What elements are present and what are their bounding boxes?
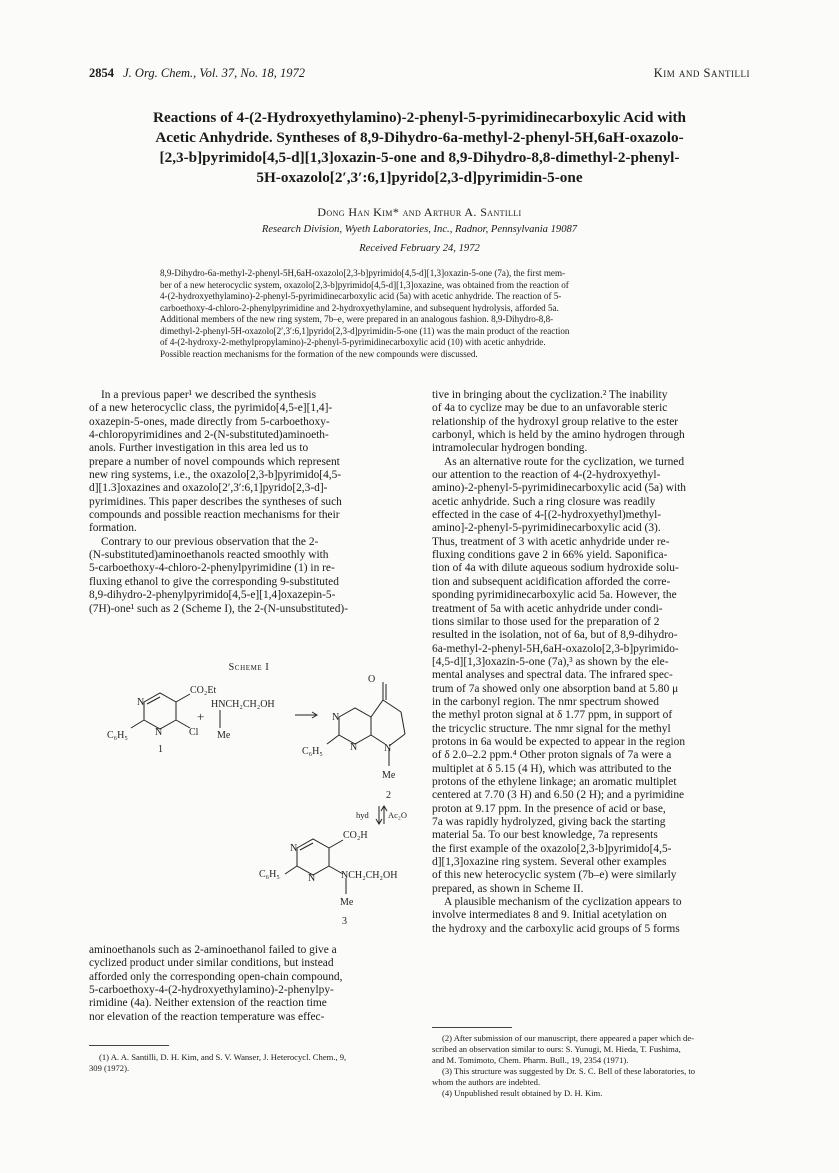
body-line: 4-chloropyrimidines and 2-(N-substituted)aminoeth-	[89, 429, 329, 442]
body-line: anols. Further investigation in this area led us to	[89, 442, 309, 455]
body-line: formation.	[89, 522, 137, 535]
body-line: 6a-methyl-2-phenyl-5H,6aH-oxazolo[2,3-b]pyrimido-	[432, 642, 679, 655]
abstract-line: 4-(2-hydroxyethylamino)-2-phenyl-5-pyrimidinecarboxylic acid (5a) with acetic anhydride. The reaction of 5-	[160, 291, 562, 301]
header-left	[89, 66, 305, 81]
body-line: the methyl proton signal at δ 1.77 ppm, in support of	[432, 709, 673, 722]
label-n: N	[350, 742, 358, 753]
body-line: 8,9-dihydro-2-phenylpyrimido[4,5-e][1,4]oxazepin-5-	[89, 589, 336, 602]
body-line: centered at 7.70 (3 H) and 6.50 (2 H); and a pyrimidine	[432, 789, 685, 802]
title-line: Acetic Anhydride. Syntheses of 8,9-Dihydro-6a-methyl-2-phenyl-5H,6aH-oxazolo-	[155, 129, 684, 146]
label-hyd: hyd	[356, 810, 369, 820]
plus-sign: +	[197, 709, 205, 724]
label-n: N	[290, 843, 298, 854]
body-line: oxazepin-5-ones, made directly from 5-carboethoxy-	[89, 415, 330, 428]
title-line: 5H-oxazolo[2′,3′:6,1]pyrido[2,3-d]pyrimidin-5-one	[256, 169, 583, 186]
body-line: relationship of the hydroxyl group relative to the ester	[432, 415, 679, 428]
page-number: 2854	[89, 66, 114, 80]
footnote-line: (3) This structure was suggested by Dr. S. C. Bell of these laboratories, to	[442, 1066, 696, 1076]
body-line: As an alternative route for the cyclization, we turned	[444, 455, 685, 468]
scheme-1	[89, 662, 409, 938]
label-n: N	[332, 712, 340, 723]
body-line: prepare a number of novel compounds which represent	[89, 455, 340, 468]
left-column-bottom	[89, 944, 409, 1024]
abstract-line: 8,9-Dihydro-6a-methyl-2-phenyl-5H,6aH-oxazolo[2,3-b]pyrimido[4,5-d][1,3]oxazin-5-one (7a), the first mem-	[160, 268, 566, 278]
left-column-top	[89, 389, 409, 616]
body-line: treatment of 5a with acetic anhydride under condi-	[432, 602, 663, 615]
body-line: aminoethanols such as 2-aminoethanol failed to give a	[89, 944, 337, 956]
body-line: In a previous paper¹ we described the synthesis	[101, 389, 317, 401]
label-c6h5: C₆H₅	[302, 746, 323, 757]
body-line: trum of 7a showed only one absorption band at 5.80 μ	[432, 682, 679, 695]
body-line: rimidine (4a). Neither extension of the reaction time	[89, 997, 327, 1010]
compound-2-structure	[327, 682, 405, 766]
body-line: 5-carboethoxy-4-(2-hydroxyethylamino)-2-phenylpy-	[89, 984, 334, 997]
body-line: resulted in the isolation, not of 6a, but of 8,9-dihydro-	[432, 629, 678, 642]
title-line: [2,3-b]pyrimido[4,5-d][1,3]oxazin-5-one and 8,9-Dihydro-8,8-dimethyl-2-phenyl-	[159, 149, 680, 166]
body-line: the hydroxy and the carboxylic acid groups of 5 forms	[432, 922, 680, 935]
body-line: fluxing conditions gave 2 in 66% yield. Saponifica-	[432, 549, 668, 562]
label-n: N	[308, 873, 316, 884]
body-line: prepared, as shown in Scheme II.	[432, 882, 584, 895]
body-line: of a new heterocyclic class, the pyrimido[4,5-e][1,4]-	[89, 402, 333, 415]
footnote-line: scribed an observation similar to ours: S. Yunugi, M. Hieda, T. Fushima,	[432, 1044, 681, 1054]
body-line: [4,5-d][1,3]oxazin-5-one (7a),³ as shown by the ele-	[432, 655, 669, 668]
right-column	[432, 389, 752, 936]
abstract-line: of 4-(2-hydroxy-2-methylpropylamino)-2-phenyl-5-pyrimidinecarboxylic acid (10) with acetic anhydride.	[160, 337, 546, 347]
body-line: (7H)-one¹ such as 2 (Scheme I), the 2-(N-unsubstituted)-	[89, 602, 348, 615]
compound-number-2: 2	[386, 790, 391, 801]
body-line: amino)-2-phenyl-5-pyrimidinecarboxylic acid (5a) with	[432, 482, 686, 495]
body-line: fluxing ethanol to give the corresponding 9-substituted	[89, 575, 339, 588]
compound-number-3: 3	[342, 916, 347, 927]
body-line: multiplet at δ 5.15 (4 H), which was attributed to the	[432, 762, 672, 775]
body-line: (N-substituted)aminoethanols reacted smoothly with	[89, 549, 329, 562]
body-line: the first example of the oxazolo[2,3-b]pyrimido[4,5-	[432, 842, 672, 855]
body-line: mental analyses and spectral data. The infrared spec-	[432, 669, 673, 682]
footnote-line: 309 (1972).	[89, 1063, 130, 1073]
label-amine: HNCH₂CH₂OH	[211, 699, 275, 710]
body-line: the tricyclic structure. The nmr signal for the methyl	[432, 722, 671, 735]
label-c6h5: C₆H₅	[259, 869, 280, 880]
abstract-line: dimethyl-2-phenyl-5H-oxazolo[2′,3′:6,1]pyrido[2,3-d]pyrimidin-5-one (11) was the main product of the reaction	[160, 325, 570, 336]
footnote-rule-left	[89, 1045, 169, 1046]
body-line: proton at 9.17 ppm. In the presence of acid or base,	[432, 802, 666, 815]
label-co2h: CO₂H	[343, 830, 368, 841]
footnote-line: (4) Unpublished result obtained by D. H. Kim.	[442, 1088, 603, 1098]
journal-citation: J. Org. Chem., Vol. 37, No. 18, 1972	[123, 66, 305, 80]
scheme-drawing	[89, 662, 409, 938]
received-date: Received February 24, 1972	[359, 243, 480, 254]
label-ac2o: Ac₂O	[388, 810, 408, 820]
abstract-line: Possible reaction mechanisms for the formation of the new compounds were discussed.	[160, 348, 478, 359]
abstract-line: Additional members of the new ring system, 7b–e, were prepared in an analogous fashion. 8,9-Dihydro-8,8-	[160, 314, 554, 324]
body-line: protons in 6a would be expected to appear in the region	[432, 735, 686, 748]
body-line: cyclized product under similar conditions, but instead	[89, 957, 334, 970]
body-line: d][1,3]oxazine ring system. Several other examples	[432, 856, 667, 869]
label-me: Me	[382, 770, 396, 781]
scheme-title: Scheme I	[228, 662, 270, 673]
title-line: Reactions of 4-(2-Hydroxyethylamino)-2-phenyl-5-pyrimidinecarboxylic Acid with	[153, 109, 686, 126]
body-line: material 5a. To our best knowledge, 7a represents	[432, 829, 658, 842]
body-line: of 4a to cyclize may be due to an unfavorable steric	[432, 402, 668, 415]
label-co2et: CO₂Et	[190, 685, 217, 696]
authors: Dong Han Kim* and Arthur A. Santilli	[317, 205, 522, 219]
abstract	[160, 268, 680, 360]
label-me: Me	[340, 897, 354, 908]
compound-number-1: 1	[158, 744, 163, 755]
body-line: acetic anhydride. Such a ring closure was readily	[432, 495, 656, 508]
body-line: intramolecular hydrogen bonding.	[432, 442, 588, 455]
body-line: of δ 2.0–2.2 ppm.⁴ Other proton signals of 7a were a	[432, 749, 672, 762]
body-line: in the carbonyl region. The nmr spectrum showed	[432, 695, 659, 708]
body-line: tion and subsequent acidification afforded the corre-	[432, 575, 671, 588]
body-line: our attention to the reaction of 4-(2-hydroxyethyl-	[432, 469, 661, 482]
body-line: carbonyl, which is held by the amino hydrogen through	[432, 429, 685, 442]
label-me: Me	[217, 730, 231, 741]
body-line: new ring systems, i.e., the oxazolo[2,3-b]pyrimido[4,5-	[89, 469, 342, 482]
body-line: amino]-2-phenyl-5-pyrimidinecarboxylic acid (3).	[432, 522, 661, 535]
abstract-line: ber of a new heterocyclic system, oxazolo[2,3-b]pyrimido[4,5-d][1,3]oxazine, was obtained from the reaction of	[160, 279, 569, 290]
abstract-line: carboethoxy-4-chloro-2-phenylpyrimidine and 2-hydroxyethylamine, and subsequent hydrolysis, afforded 5a.	[160, 302, 559, 313]
body-line: Contrary to our previous observation that the 2-	[101, 535, 319, 548]
label-n: N	[155, 727, 163, 738]
footnotes-right	[432, 1033, 752, 1099]
running-title: Kim and Santilli	[653, 66, 750, 80]
body-line: A plausible mechanism of the cyclization appears to	[444, 896, 682, 909]
article-title	[89, 108, 750, 188]
footnote-line: whom the authors are indebted.	[432, 1077, 541, 1087]
body-line: 7a was rapidly hydrolyzed, giving back the starting	[432, 816, 666, 828]
body-line: effected in the case of 4-[(2-hydroxyethyl)methyl-	[432, 509, 662, 522]
footnote-line: (2) After submission of our manuscript, there appeared a paper which de-	[442, 1033, 694, 1043]
body-line: d][1.3]oxazines and oxazolo[2′,3′:6,1]pyrido[2,3-d]-	[89, 482, 328, 495]
footnote-line: and M. Tomimoto, Chem. Pharm. Bull., 19, 2354 (1971).	[432, 1055, 629, 1065]
footnotes-left	[89, 1052, 409, 1074]
footnote-rule-right	[432, 1027, 512, 1028]
body-line: tive in bringing about the cyclization.² The inability	[432, 389, 668, 401]
body-line: compounds and possible reaction mechanisms for their	[89, 509, 340, 522]
body-line: Thus, treatment of 3 with acetic anhydride under re-	[432, 535, 670, 548]
body-line: sponding pyrimidinecarboxylic acid 5a. However, the	[432, 589, 677, 602]
body-line: 5-carboethoxy-4-chloro-2-phenylpyrimidine (1) in re-	[89, 562, 335, 575]
label-cl: Cl	[189, 727, 199, 738]
body-line: tions similar to those used for the preparation of 2	[432, 615, 660, 628]
body-line: tion of 4a with dilute aqueous sodium hydroxide solu-	[432, 562, 679, 575]
page-header	[89, 66, 750, 84]
body-line: nor elevation of the reaction temperature was effec-	[89, 1010, 325, 1023]
label-n: N	[137, 697, 145, 708]
body-line: pyrimidines. This paper describes the syntheses of such	[89, 495, 342, 508]
label-nch2ch2oh: NCH₂CH₂OH	[341, 870, 398, 881]
body-line: afforded only the corresponding open-chain compound,	[89, 970, 343, 983]
body-line: involve intermediates 8 and 9. Initial acetylation on	[432, 909, 667, 922]
label-c6h5: C₆H₅	[107, 730, 128, 741]
body-line: protons of the ethylene linkage; an aromatic multiplet	[432, 775, 677, 788]
body-line: of this new heterocyclic system (7b–e) were similarly	[432, 869, 677, 882]
footnote-line: (1) A. A. Santilli, D. H. Kim, and S. V. Wanser, J. Heterocycl. Chem., 9,	[99, 1052, 347, 1062]
label-o: O	[368, 674, 376, 685]
label-n: N	[384, 743, 392, 754]
affiliation: Research Division, Wyeth Laboratories, Inc., Radnor, Pennsylvania 19087	[261, 224, 578, 235]
